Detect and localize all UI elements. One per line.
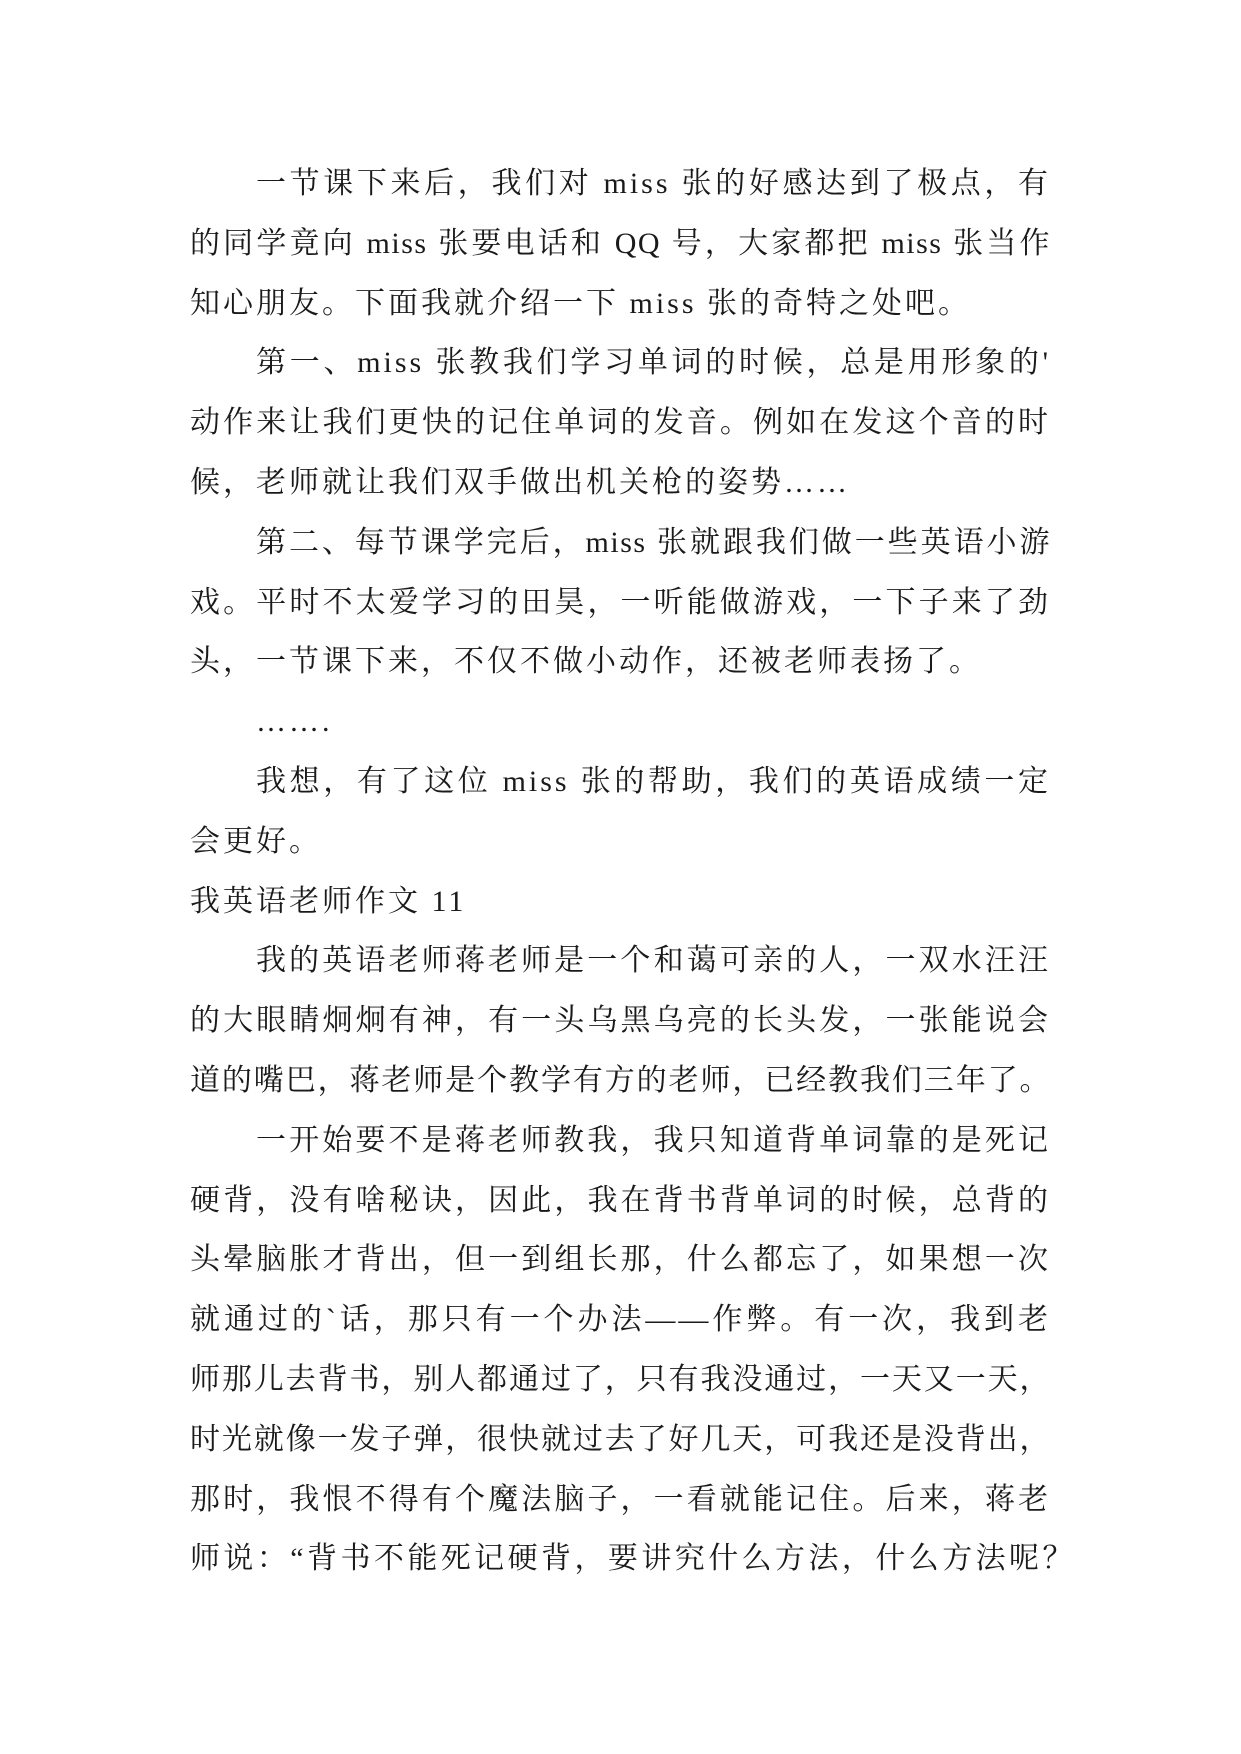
- paragraph-line: 会更好。: [190, 824, 322, 858]
- paragraph-line: 知心朋友。下面我就介绍一下 miss 张的奇特之处吧。: [190, 286, 972, 320]
- paragraph-line: 硬背，没有啥秘诀，因此，我在背书背单词的时候，总背的: [190, 1183, 1051, 1217]
- paragraph: [190, 931, 1051, 1110]
- paragraph-line: …….: [256, 705, 333, 739]
- paragraph-line: 的大眼睛炯炯有神，有一头乌黑乌亮的长头发，一张能说会: [190, 1004, 1051, 1038]
- paragraph-line: 第一、miss 张教我们学习单词的时候，总是用形象的': [256, 346, 1051, 380]
- paragraph: [190, 1111, 1074, 1589]
- paragraph-line: 的同学竟向 miss 张要电话和 QQ 号，大家都把 miss 张当作: [190, 226, 1051, 260]
- paragraph: [190, 154, 1051, 333]
- paragraph-line: 我想，有了这位 miss 张的帮助，我们的英语成绩一定: [256, 764, 1051, 798]
- paragraph: [190, 333, 1051, 512]
- paragraph-line: 戏。平时不太爱学习的田昊，一听能做游戏，一下子来了劲: [190, 585, 1051, 619]
- paragraph-line: 一节课下来后，我们对 miss 张的好感达到了极点，有: [256, 167, 1051, 200]
- paragraph: [190, 752, 1051, 872]
- paragraph: [190, 692, 1051, 752]
- paragraph: [190, 513, 1051, 692]
- paragraph-line: 动作来让我们更快的记住单词的发音。例如在发这个音的时: [190, 406, 1051, 440]
- paragraph-line: 第二、每节课学完后，miss 张就跟我们做一些英语小游: [256, 525, 1051, 559]
- paragraph-line: 候，老师就让我们双手做出机关枪的姿势……: [190, 465, 850, 499]
- paragraph-line: 那时，我恨不得有个魔法脑子，一看就能记住。后来，蒋老: [190, 1482, 1051, 1516]
- paragraph-line: 头晕脑胀才背出，但一到组长那，什么都忘了，如果想一次: [190, 1243, 1051, 1277]
- paragraph-line: 一开始要不是蒋老师教我，我只知道背单词靠的是死记: [256, 1123, 1051, 1157]
- paragraph-line: 我的英语老师蒋老师是一个和蔼可亲的人，一双水汪汪: [256, 944, 1051, 978]
- paragraph-line: 就通过的`话，那只有一个办法——作弊。有一次，我到老: [190, 1303, 1051, 1337]
- paragraph-line: 师说：“背书不能死记硬背，要讲究什么方法，什么方法呢？: [190, 1542, 1074, 1576]
- paragraph-line: 道的嘴巴，蒋老师是个教学有方的老师，已经教我们三年了。: [190, 1063, 1051, 1097]
- document-body: [190, 154, 1074, 1589]
- paragraph-line: 师那儿去背书，别人都通过了，只有我没通过，一天又一天，: [190, 1362, 1051, 1396]
- paragraph-line: 时光就像一发子弹，很快就过去了好几天，可我还是没背出，: [190, 1422, 1051, 1456]
- section-heading: 我英语老师作文 11: [190, 884, 467, 918]
- paragraph-line: 头，一节课下来，不仅不做小动作，还被老师表扬了。: [190, 645, 982, 679]
